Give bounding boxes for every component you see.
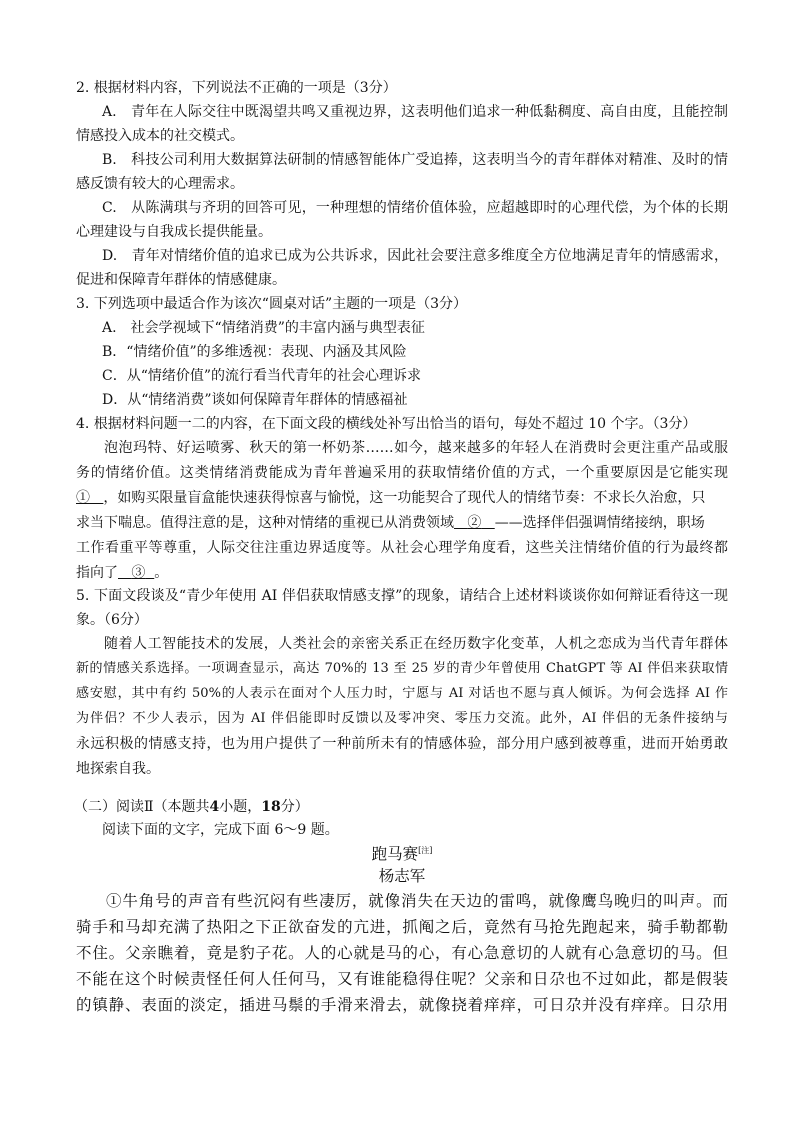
story-title-text: 跑马赛 (371, 845, 419, 864)
q2-option-c-line1: C. 从陈满琪与齐玥的回答可见，一种理想的情绪价值体验，应超越即时的心理代偿，为个体的长期 (102, 200, 728, 216)
q4-stem: 4. 根据材料问题一二的内容，在下面文段的横线处补写出恰当的语句，每处不超过 10 个字。（3分） (76, 416, 697, 432)
q5-passage-line3: 感安慰，其中有约 50%的人表示在面对个人压力时，宁愿与 AI 对话也不愿与真人倾诉。为何会选择 AI 作 (76, 686, 728, 701)
story-paragraph-line2: 骑手和马却充满了热阳之下正欲奋发的亢进，抓阄之后，竟然有马抢先跑起来，骑手勒都勒 (76, 918, 728, 936)
q4-passage-line2: 务的情绪价值。这类情绪消费能成为青年普遍采用的获取情绪价值的方式，一个重要原因是它能实现 (76, 465, 728, 481)
q2-option-d-line2: 促进和保障青年群体的情感健康。 (76, 272, 286, 288)
q2-option-b-line1: B. 科技公司利用大数据算法研制的情感智能体广受追捧，这表明当今的青年群体对精准、及时的情 (102, 152, 728, 168)
q2-option-a-line2: 情感投入成本的社交模式。 (76, 128, 244, 144)
q5-stem-line1: 5. 下面文段谈及“青少年使用 AI 伴侣获取情感支撑”的现象，请结合上述材料谈谈你如何辩证看待这一现 (76, 588, 728, 604)
section2-question-count: 4 (209, 799, 220, 815)
section2-heading-mid: 小题， (219, 799, 262, 815)
story-paragraph-line3: 不住。父亲瞧着，竟是豹子花。人的心就是马的心，有心急意切的人就有心急意切的马。但 (76, 944, 728, 962)
q4-line6-text-a: 指向了 (76, 565, 118, 581)
q4-blank-1[interactable]: ① (76, 490, 90, 506)
story-title-note: [注] (418, 846, 433, 855)
q5-passage-line1: 随着人工智能技术的发展，人类社会的亲密关系正在经历数字化变革，人机之恋成为当代青年群体 (104, 636, 728, 652)
q5-passage-line4: 为伴侣？不少人表示，因为 AI 伴侣能即时反馈以及零冲突、零压力交流。此外，AI 伴侣的无条件接纳与 (76, 711, 728, 726)
q4-passage-line3 (76, 486, 728, 510)
story-title (76, 838, 728, 864)
q5-stem-line2: 象。（6分） (76, 612, 148, 628)
section2-heading-prefix: （二）阅读Ⅱ（本题共 (74, 799, 210, 815)
section2-score: 18 (261, 799, 281, 815)
q2-option-a-line1: A. 青年在人际交往中既渴望共鸣又重视边界，这表明他们追求一种低黏稠度、高自由度，且能控制 (102, 104, 728, 120)
q3-option-b: B．“情绪价值”的多维透视：表现、内涵及其风险 (102, 344, 407, 360)
section2-instruction: 阅读下面的文字，完成下面 6～9 题。 (102, 822, 339, 838)
q5-passage-line6: 地探索自我。 (76, 761, 160, 777)
q3-option-c: C．从“情绪价值”的流行看当代青年的社会心理诉求 (102, 368, 422, 384)
q4-passage-line4 (76, 511, 728, 535)
q3-stem: 3. 下列选项中最适合作为该次“圆桌对话”主题的一项是（3分） (76, 296, 468, 312)
story-author: 杨志军 (378, 867, 426, 885)
story-paragraph-line5: 的镇静、表面的淡定，插进马鬃的手滑来滑去，就像挠着痒痒，可日尕并没有痒痒。日尕用 (76, 996, 728, 1014)
q2-stem: 2. 根据材料内容，下列说法不正确的一项是（3分） (76, 80, 397, 96)
q4-line4-text-b: ——选择伴侣强调情绪接纳，职场 (494, 515, 705, 531)
q3-option-a: A. 社会学视域下“情绪消费”的丰富内涵与典型表征 (102, 320, 425, 336)
q4-line6-text-b: 。 (154, 565, 169, 581)
q2-option-b-line2: 感反馈有较大的心理需求。 (76, 176, 244, 192)
q4-line4-text-a: 求当下喘息。值得注意的是，这种对情绪的重视已从消费领域 (76, 515, 454, 531)
q4-passage-line6 (76, 561, 728, 585)
q4-passage-line1: 泡泡玛特、好运喷雾、秋天的第一杯奶茶……如今，越来越多的年轻人在消费时会更注重产品或服 (104, 440, 728, 456)
q4-blank-2[interactable]: ② (467, 515, 482, 531)
story-paragraph-line1: ①牛角号的声音有些沉闷有些凄厉，就像消失在天边的雷鸣，就像鹰鸟晚归的叫声。而 (106, 892, 728, 910)
q2-option-d-line1: D. 青年对情绪价值的追求已成为公共诉求，因此社会要注意多维度全方位地满足青年的情感需求， (102, 248, 728, 264)
section2-heading (74, 795, 726, 819)
q2-option-c-line2: 心理建设与自我成长提供能量。 (76, 224, 272, 240)
q4-blank-3[interactable]: ③ (131, 565, 146, 581)
story-paragraph-line4: 不能在这个时候责怪任何人任何马，又有谁能稳得住呢？父亲和日尕也不过如此，都是假装 (76, 970, 728, 988)
q4-line3-text: ，如购买限量盲盒能快速获得惊喜与愉悦，这一功能契合了现代人的情绪节奏：不求长久治愈，只 (103, 490, 706, 506)
q3-option-d: D．从“情绪消费”谈如何保障青年群体的情感福祉 (102, 392, 408, 408)
q5-passage-line5: 永远积极的情感支持，也为用户提供了一种前所未有的情感体验，部分用户感到被尊重，进而开始勇敢 (76, 736, 728, 752)
q4-passage-line5: 工作看重平等尊重，人际交往注重边界适度等。从社会心理学角度看，这些关注情绪价值的行为最终都 (76, 540, 728, 556)
section2-heading-suffix: 分） (280, 799, 309, 815)
q5-passage-line2: 新的情感关系选择。一项调查显示，高达 70%的 13 至 25 岁的青少年曾使用 ChatGPT 等 AI 伴侣来获取情 (76, 661, 728, 676)
